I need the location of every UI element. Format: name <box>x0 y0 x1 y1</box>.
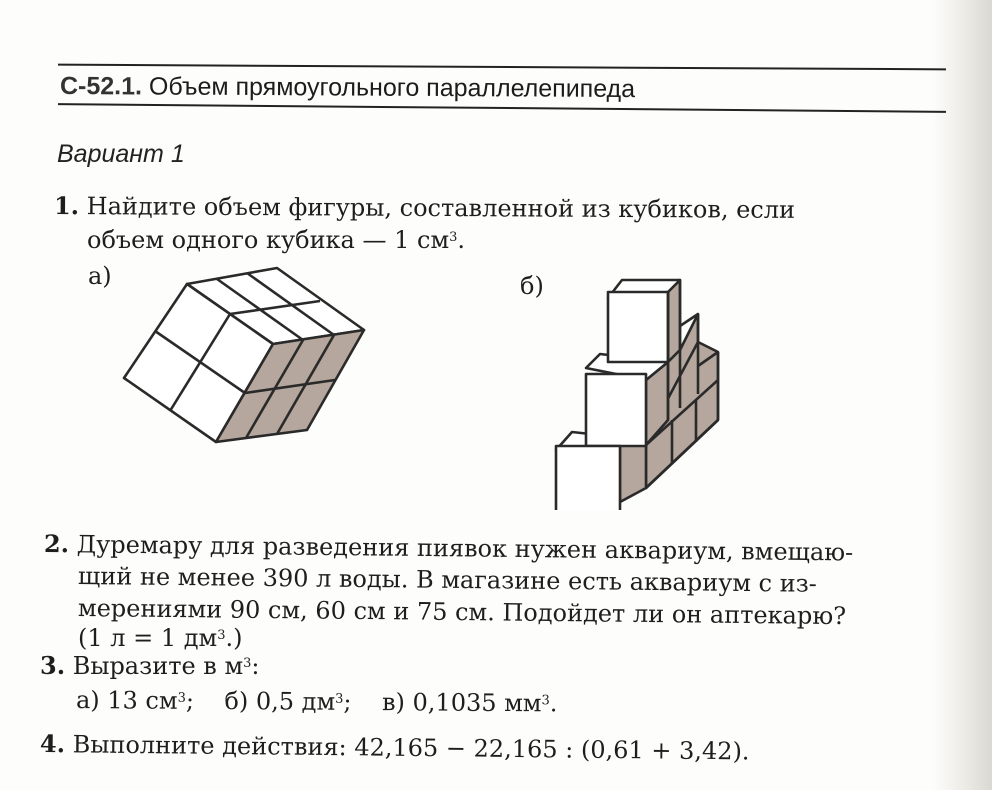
problem-3-items <box>76 684 558 719</box>
problem-3-item-c: в) 0,1035 $мм^3$. <box>381 688 558 718</box>
problem-2-line-4: (1 л = 1 $дм^3$.) <box>78 624 243 652</box>
problem-2-line-3: мерениями 90 см, 60 см и 75 см. Подойдет ли он аптекарю? <box>77 594 847 631</box>
header-rule-bottom <box>58 103 946 113</box>
problem-3-item-a: а) 13 $см^3$; <box>75 686 195 715</box>
section-title <box>60 72 635 104</box>
section-title-text: Объем прямоугольного параллелепипеда <box>148 72 636 104</box>
section-code: С-52.1. <box>59 72 143 101</box>
problem-3-line-1: 3. Выразите в $м^3$: <box>40 651 260 680</box>
figure-a-cube-block <box>120 264 380 464</box>
header-rule-top <box>58 64 946 71</box>
problem-1-line-1: 1. Найдите объем фигуры, составленной из кубиков, если <box>53 191 796 224</box>
figure-b-staircase <box>552 270 732 510</box>
page-fold-shadow <box>932 0 992 790</box>
problem-2-line-1: 2. Дуремару для разведения пиявок нужен аквариум, вмещаю- <box>43 529 854 567</box>
problem-2-line-2: щий не менее 390 л воды. В магазине есть аквариум с из- <box>77 562 818 598</box>
figure-a-label: а) <box>88 262 112 290</box>
figure-b-label: б) <box>520 272 544 300</box>
variant-label: Вариант 1 <box>57 140 185 168</box>
problem-3-item-b: б) 0,5 $дм^3$; <box>224 687 352 716</box>
problem-1-line-2: объем одного кубика — 1 $см^3$. <box>87 226 466 254</box>
problem-4: 4. Выполните действия: 42,165 − 22,165 : (0,61 + 3,42). <box>39 729 750 766</box>
